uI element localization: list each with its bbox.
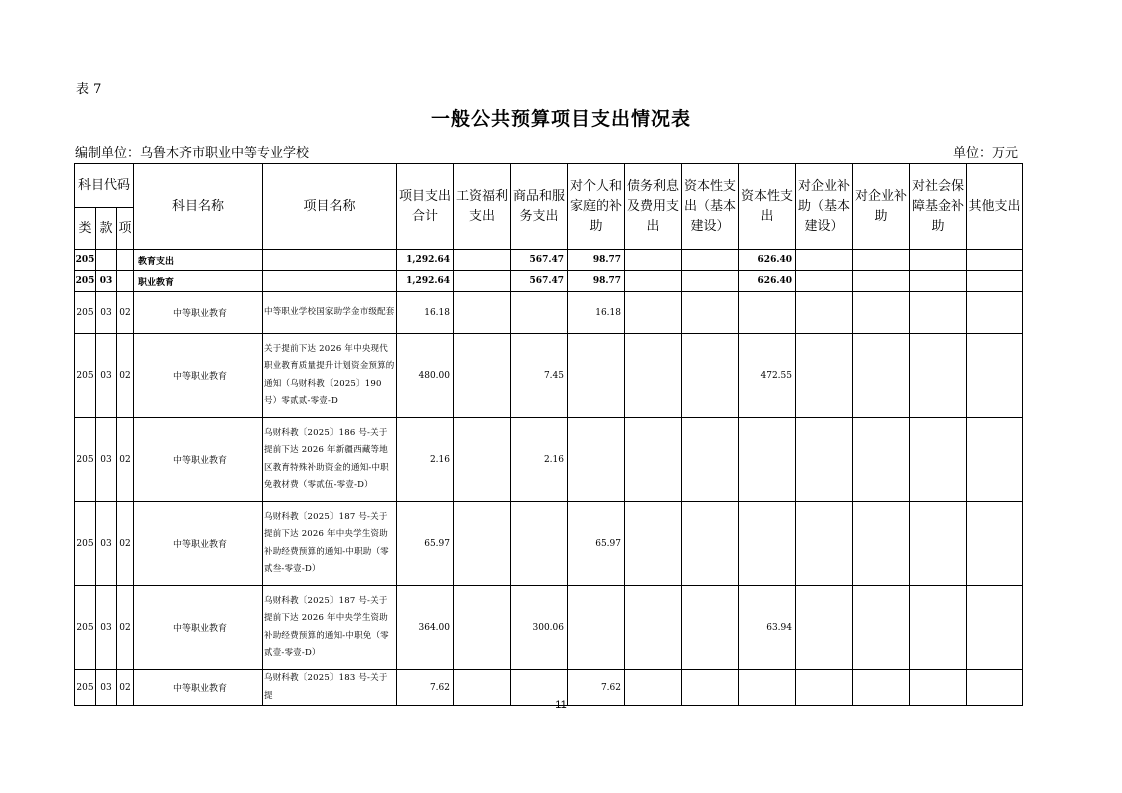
cell-subject-name: 中等职业教育 (134, 292, 263, 334)
cell-amount: 65.97 (568, 502, 625, 586)
table-row (75, 586, 1023, 670)
cell-lei: 205 (75, 334, 96, 418)
cell-project-name: 关于提前下达 2026 年中央现代职业教育质量提升计划资金预算的通知（乌财科教〔2025〕190 号）零贰贰-零壹-D (263, 334, 397, 418)
cell-kuan: 03 (96, 502, 117, 586)
cell-amount (454, 502, 511, 586)
cell-amount: 7.62 (397, 670, 454, 706)
cell-xiang (117, 271, 134, 292)
cell-lei: 205 (75, 502, 96, 586)
compiling-unit: 编制单位：乌鲁木齐市职业中等专业学校 (75, 146, 310, 161)
table-body (75, 250, 1023, 706)
cell-amount (739, 292, 796, 334)
cell-kuan: 03 (96, 670, 117, 706)
cell-amount (967, 418, 1023, 502)
cell-amount: 65.97 (397, 502, 454, 586)
cell-amount (454, 334, 511, 418)
cell-amount (910, 271, 967, 292)
header-enterprise-subsidy-infrastructure: 对企业补助（基本建设） (796, 164, 853, 250)
cell-amount (796, 271, 853, 292)
cell-lei: 205 (75, 586, 96, 670)
cell-subject-name: 中等职业教育 (134, 334, 263, 418)
cell-subject-name: 中等职业教育 (134, 418, 263, 502)
header-social-security-subsidy: 对社会保障基金补助 (910, 164, 967, 250)
cell-amount: 567.47 (511, 271, 568, 292)
cell-amount (967, 292, 1023, 334)
cell-amount: 2.16 (397, 418, 454, 502)
header-other-expenditure: 其他支出 (967, 164, 1023, 250)
cell-amount: 472.55 (739, 334, 796, 418)
cell-project-name: 乌财科教〔2025〕187 号-关于提前下达 2026 年中央学生资助补助经费预算的通知-中职助（零贰叁-零壹-D） (263, 502, 397, 586)
cell-amount: 300.06 (511, 586, 568, 670)
cell-amount (853, 334, 910, 418)
cell-amount (796, 418, 853, 502)
cell-amount: 16.18 (568, 292, 625, 334)
cell-amount (967, 502, 1023, 586)
header-lei: 类 (75, 208, 96, 250)
cell-subject-name: 中等职业教育 (134, 670, 263, 706)
header-project-total: 项目支出合计 (397, 164, 454, 250)
cell-subject-name: 职业教育 (134, 271, 263, 292)
cell-xiang: 02 (117, 502, 134, 586)
cell-amount (796, 586, 853, 670)
cell-project-name: 乌财科教〔2025〕187 号-关于提前下达 2026 年中央学生资助补助经费预算的通知-中职免（零贰壹-零壹-D） (263, 586, 397, 670)
cell-amount (910, 292, 967, 334)
cell-amount (682, 586, 739, 670)
header-subject-name: 科目名称 (134, 164, 263, 250)
cell-amount (739, 418, 796, 502)
cell-amount (910, 334, 967, 418)
cell-amount (511, 502, 568, 586)
cell-amount (454, 418, 511, 502)
header-debt-interest: 债务利息及费用支出 (625, 164, 682, 250)
cell-amount (625, 502, 682, 586)
cell-amount (853, 250, 910, 271)
cell-subject-name: 教育支出 (134, 250, 263, 271)
cell-amount (682, 271, 739, 292)
cell-kuan (96, 250, 117, 271)
cell-xiang (117, 250, 134, 271)
cell-amount (682, 418, 739, 502)
cell-amount (853, 292, 910, 334)
cell-amount (910, 418, 967, 502)
cell-amount: 364.00 (397, 586, 454, 670)
cell-xiang: 02 (117, 670, 134, 706)
cell-amount (682, 334, 739, 418)
cell-xiang: 02 (117, 586, 134, 670)
cell-amount: 1,292.64 (397, 271, 454, 292)
cell-amount: 7.62 (568, 670, 625, 706)
cell-amount: 63.94 (739, 586, 796, 670)
cell-amount (568, 586, 625, 670)
cell-project-name: 中等职业学校国家助学金市级配套 (263, 292, 397, 334)
header-kuan: 款 (96, 208, 117, 250)
cell-amount (625, 271, 682, 292)
cell-amount (967, 271, 1023, 292)
cell-amount (853, 418, 910, 502)
cell-kuan: 03 (96, 292, 117, 334)
cell-amount: 2.16 (511, 418, 568, 502)
cell-amount: 480.00 (397, 334, 454, 418)
cell-xiang: 02 (117, 292, 134, 334)
cell-amount (511, 292, 568, 334)
cell-amount (682, 502, 739, 586)
cell-xiang: 02 (117, 334, 134, 418)
table-row (75, 334, 1023, 418)
cell-amount: 567.47 (511, 250, 568, 271)
cell-amount (853, 586, 910, 670)
cell-lei: 205 (75, 418, 96, 502)
header-subject-code: 科目代码 (75, 164, 134, 208)
page-title: 一般公共预算项目支出情况表 (430, 108, 691, 130)
cell-amount (796, 334, 853, 418)
cell-amount (454, 250, 511, 271)
cell-project-name (263, 271, 397, 292)
table-row (75, 271, 1023, 292)
cell-amount (625, 334, 682, 418)
header-enterprise-subsidy: 对企业补助 (853, 164, 910, 250)
header-xiang: 项 (117, 208, 134, 250)
table-row (75, 502, 1023, 586)
cell-kuan: 03 (96, 586, 117, 670)
cell-amount (682, 292, 739, 334)
header-capital: 资本性支出 (739, 164, 796, 250)
cell-amount (625, 586, 682, 670)
cell-lei: 205 (75, 271, 96, 292)
cell-amount (910, 586, 967, 670)
cell-amount (625, 292, 682, 334)
table-number: 表 7 (76, 82, 102, 97)
cell-amount (454, 271, 511, 292)
cell-amount (967, 250, 1023, 271)
cell-amount (454, 586, 511, 670)
cell-project-name (263, 250, 397, 271)
cell-amount (853, 271, 910, 292)
cell-amount (910, 250, 967, 271)
cell-amount: 1,292.64 (397, 250, 454, 271)
cell-amount: 7.45 (511, 334, 568, 418)
cell-subject-name: 中等职业教育 (134, 502, 263, 586)
header-project-name: 项目名称 (263, 164, 397, 250)
cell-amount (625, 250, 682, 271)
cell-project-name: 乌财科教〔2025〕186 号-关于提前下达 2026 年新疆西藏等地区教育特殊补助资金的通知-中职免教材费（零贰伍-零壹-D） (263, 418, 397, 502)
cell-amount: 98.77 (568, 250, 625, 271)
cell-amount (796, 502, 853, 586)
page-number: 11 (555, 699, 567, 711)
cell-amount: 98.77 (568, 271, 625, 292)
cell-xiang: 02 (117, 418, 134, 502)
cell-amount (568, 418, 625, 502)
table-row (75, 250, 1023, 271)
cell-amount: 626.40 (739, 250, 796, 271)
cell-kuan: 03 (96, 334, 117, 418)
cell-amount (625, 418, 682, 502)
cell-amount: 626.40 (739, 271, 796, 292)
cell-amount (796, 250, 853, 271)
currency-unit: 单位：万元 (953, 146, 1019, 161)
table-row (75, 418, 1023, 502)
cell-amount (682, 250, 739, 271)
cell-subject-name: 中等职业教育 (134, 586, 263, 670)
cell-amount (853, 502, 910, 586)
cell-amount: 16.18 (397, 292, 454, 334)
cell-kuan: 03 (96, 271, 117, 292)
cell-lei: 205 (75, 250, 96, 271)
cell-amount (739, 502, 796, 586)
cell-amount (796, 292, 853, 334)
cell-kuan: 03 (96, 418, 117, 502)
table-row (75, 292, 1023, 334)
cell-lei: 205 (75, 292, 96, 334)
cell-amount (454, 292, 511, 334)
cell-amount (568, 334, 625, 418)
cell-project-name: 乌财科教〔2025〕183 号-关于提 (263, 670, 397, 706)
header-capital-infrastructure: 资本性支出（基本建设） (682, 164, 739, 250)
cell-amount (967, 586, 1023, 670)
cell-amount (967, 334, 1023, 418)
budget-table (74, 163, 1023, 706)
header-goods-services: 商品和服务支出 (511, 164, 568, 250)
cell-lei: 205 (75, 670, 96, 706)
header-individual-subsidy: 对个人和家庭的补助 (568, 164, 625, 250)
cell-amount (910, 502, 967, 586)
header-wages-welfare: 工资福利支出 (454, 164, 511, 250)
